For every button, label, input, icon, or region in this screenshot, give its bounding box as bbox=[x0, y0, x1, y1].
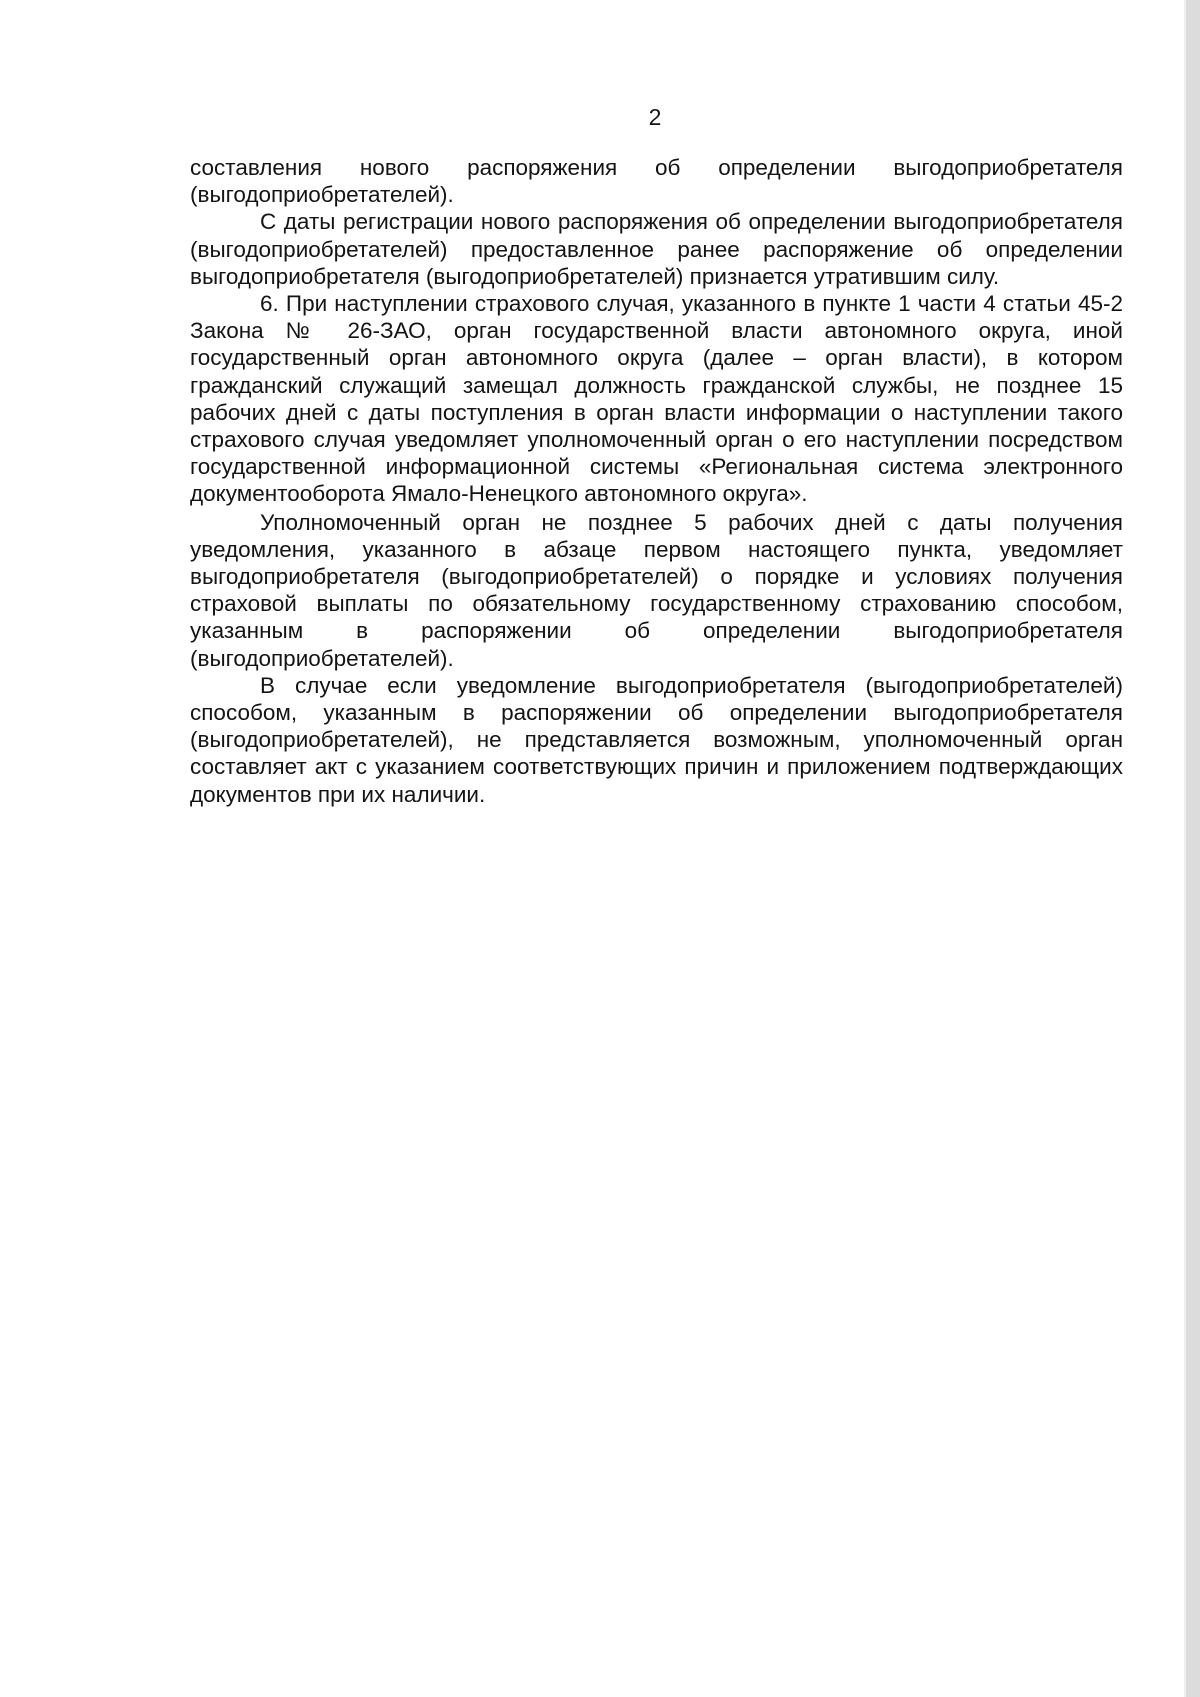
document-body bbox=[190, 154, 1123, 808]
paragraph-notification-impossible: В случае если уведомление выгодоприобретателя (выгодоприобретателей) способом, указанным в распоряжении об определении выгодоприобретателя (выгодоприобретателей), не представляется возможным, уполномоченный орган составляет акт с указанием соответствующих причин и приложением подтверждающих документов при их наличии. bbox=[190, 672, 1123, 807]
paragraph-authorized-body: Уполномоченный орган не позднее 5 рабочих дней с даты получения уведомления, указанного в абзаце первом настоящего пункта, уведомляет выгодоприобретателя (выгодоприобретателей) о порядке и условиях получения страховой выплаты по обязательному государственному страхованию способом, указанным в распоряжении об определении выгодоприобретателя (выгодоприобретателей). bbox=[190, 509, 1123, 671]
paragraph-item-6: 6. При наступлении страхового случая, указанного в пункте 1 части 4 статьи 45-2 Закона № 26-ЗАО, орган государственной власти автономного округа, иной государственный орган автономного округа (далее – орган власти), в котором гражданский служащий замещал должность гражданской службы, не позднее 15 рабочих дней с даты поступления в орган власти информации о наступлении такого страхового случая уведомляет уполномоченный орган о его наступлении посредством государственной информационной системы «Региональная система электронного документооборота Ямало-Ненецкого автономного округа». bbox=[190, 291, 1123, 507]
page-number: 2 bbox=[648, 104, 662, 130]
paragraph-continuation: составления нового распоряжения об определении выгодоприобретателя (выгодоприобретателей). bbox=[190, 155, 1123, 208]
page-edge-shadow bbox=[1186, 0, 1200, 1697]
paragraph-registration: С даты регистрации нового распоряжения об определении выгодоприобретателя (выгодоприобретателей) предоставленное ранее распоряжение об определении выгодоприобретателя (выгодоприобретателей) признается утратившим силу. bbox=[190, 209, 1123, 289]
